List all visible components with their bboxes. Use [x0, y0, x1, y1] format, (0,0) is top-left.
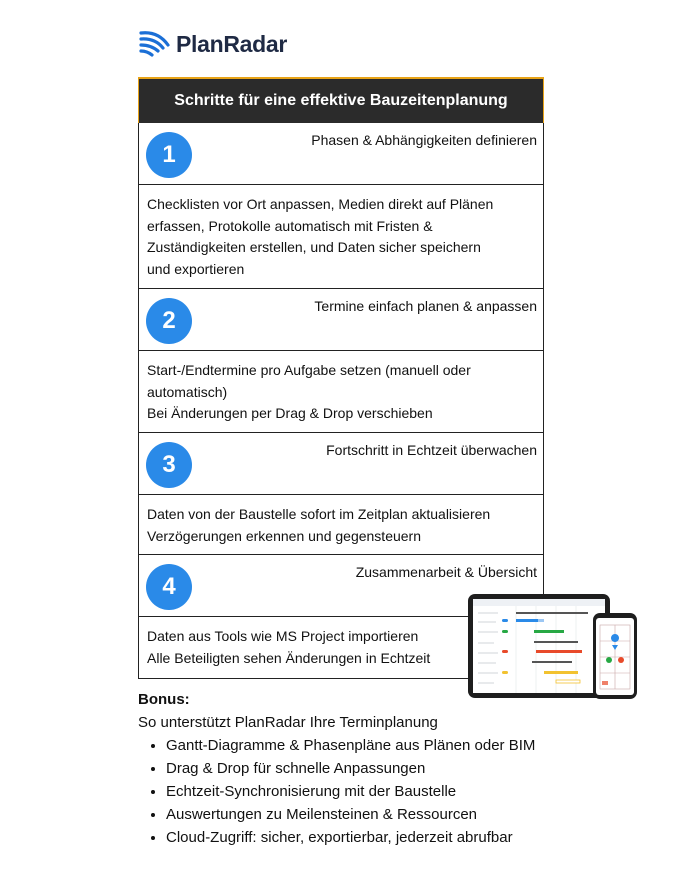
description-line: Daten aus Tools wie MS Project importieren — [147, 628, 419, 644]
list-item: • Cloud-Zugriff: sicher, exportierbar, jederzeit abrufbar — [166, 826, 535, 849]
step-number-badge: 1 — [146, 132, 192, 178]
list-item: • Auswertungen zu Meilensteinen & Ressourcen — [166, 803, 535, 826]
description-line: und exportieren — [147, 260, 245, 277]
list-item: • Gantt-Diagramme & Phasenpläne aus Plänen oder BIM — [166, 734, 535, 757]
step-3-header — [138, 433, 544, 495]
brand-name: PlanRadar — [176, 30, 288, 57]
planradar-logo-icon — [138, 27, 172, 61]
description-line: Zuständigkeiten erstellen, und Daten sicher speichern — [147, 239, 481, 255]
description-line: Daten von der Baustelle sofort im Zeitplan aktualisieren — [147, 506, 491, 522]
description-line: Start-/Endtermine pro Aufgabe setzen (manuell oder — [147, 362, 471, 378]
description-line: Bei Änderungen per Drag & Drop verschieben — [147, 405, 433, 421]
step-title: Phasen & Abhängigkeiten definieren — [311, 132, 537, 148]
description-line: erfassen, Protokolle automatisch mit Fristen & — [147, 217, 433, 234]
step-number-badge: 3 — [146, 442, 192, 488]
table-title: Schritte für eine effektive Bauzeitenplanung — [138, 77, 544, 123]
step-number-badge: 4 — [146, 564, 192, 610]
step-2-description — [138, 351, 544, 433]
step-title: Zusammenarbeit & Übersicht — [355, 564, 537, 580]
step-title: Termine einfach planen & anpassen — [314, 298, 537, 314]
description-line: Checklisten vor Ort anpassen, Medien direkt auf Plänen — [147, 196, 494, 212]
step-1-description — [138, 185, 544, 289]
description-line: Verzögerungen erkennen und gegensteuern — [147, 527, 421, 544]
list-item: • Echtzeit-Synchronisierung mit der Baustelle — [166, 780, 535, 803]
steps-table — [138, 77, 544, 679]
step-1-header — [138, 123, 544, 185]
planradar-logo — [138, 27, 287, 61]
list-item: • Drag & Drop für schnelle Anpassungen — [166, 757, 535, 780]
step-number-badge: 2 — [146, 298, 192, 344]
step-3-description — [138, 495, 544, 555]
step-2-header — [138, 289, 544, 351]
bonus-intro: So unterstützt PlanRadar Ihre Terminplanung — [138, 714, 438, 731]
bonus-title: Bonus: — [138, 691, 190, 708]
description-line: automatisch) — [147, 383, 228, 400]
devices-illustration — [466, 591, 642, 701]
bonus-section — [138, 688, 535, 849]
description-line: Alle Beteiligten sehen Änderungen in Echtzeit — [147, 649, 431, 666]
bonus-list — [138, 734, 535, 849]
step-title: Fortschritt in Echtzeit überwachen — [326, 442, 537, 458]
